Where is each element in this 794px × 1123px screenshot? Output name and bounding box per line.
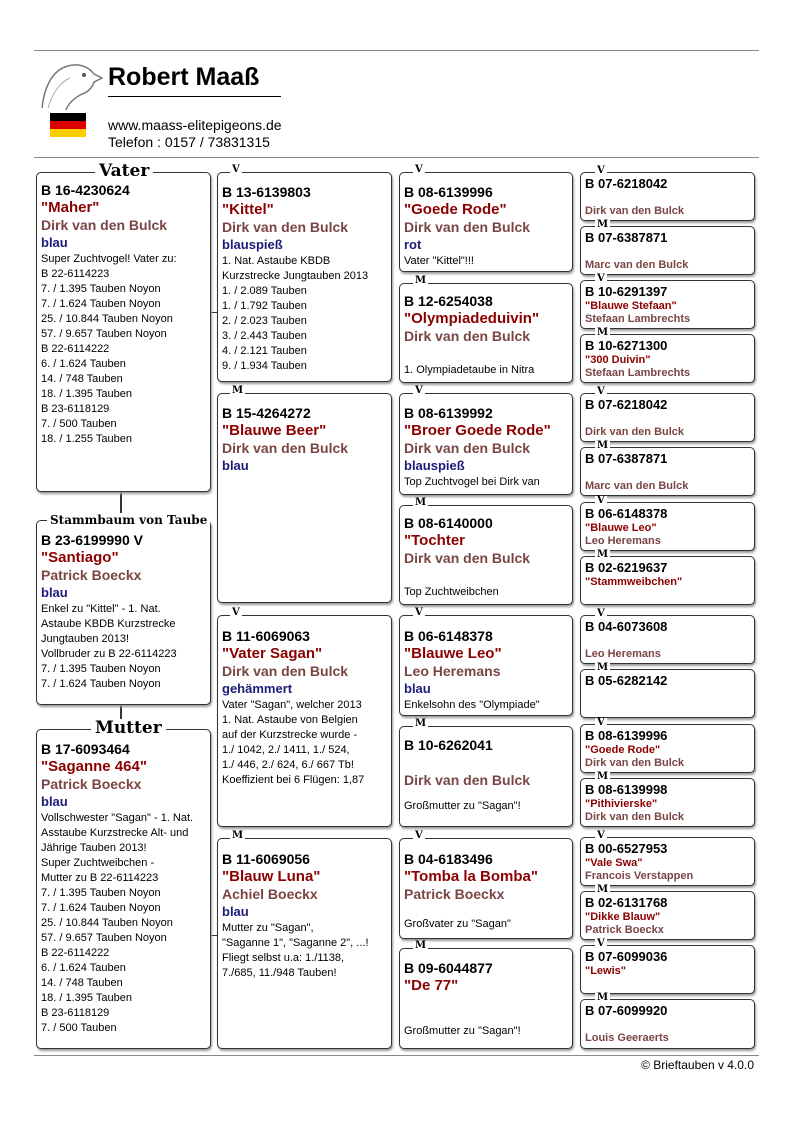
ring-number: B 07-6099036 xyxy=(585,949,668,964)
pigeon-color: blau xyxy=(222,458,249,473)
gen4-card[interactable] xyxy=(580,724,755,773)
breeder: Dirk van den Bulck xyxy=(585,757,685,769)
gen4-card[interactable] xyxy=(580,502,755,551)
breeder: Achiel Boeckx xyxy=(222,886,318,902)
gen4-card[interactable] xyxy=(580,837,755,886)
breeder: Leo Heremans xyxy=(404,663,501,679)
m-label: M xyxy=(597,549,609,560)
owner-underline xyxy=(108,96,281,97)
pigeon-name: "Goede Rode" xyxy=(404,201,507,218)
pigeon-info: Vollschwester "Sagan" - 1. Nat. Asstaube Kurzstrecke Alt- und Jährige Tauben 2013! Super Zuchtweibchen - Mutter zu B 22-6114223 7. / 1.395 Tauben Noyon 7. / 1.624 Tauben Noyon 25. / 10.844 Tauben Noyon 57. / 9.657 Tauben Noyon B 22-6114222 6. / 1.624 Tauben 14. / 748 Tauben 18. / 1.395 Tauben B 23-6118129 7. / 500 Tauben xyxy=(41,812,194,1034)
ring-number: B 08-6139996 xyxy=(585,728,668,743)
gen4-card[interactable] xyxy=(580,226,755,275)
breeder: Leo Heremans xyxy=(585,535,661,547)
gen4-card[interactable] xyxy=(580,334,755,383)
mutter-label: Mutter xyxy=(91,719,166,737)
header-rule xyxy=(34,157,759,158)
pigeon-info: Top Zuchtweibchen xyxy=(404,586,499,598)
m-label: M xyxy=(232,385,244,396)
gen3-card[interactable] xyxy=(399,393,573,495)
gen4-card[interactable] xyxy=(580,669,755,718)
pigeon-info: Großvater zu "Sagan" xyxy=(404,918,511,930)
pigeon-name: "Pithivierske" xyxy=(585,798,658,810)
pigeon-name: "Blauwe Leo" xyxy=(585,522,657,534)
gen2-card[interactable] xyxy=(217,393,392,603)
pigeon-name: "Maher" xyxy=(41,199,100,216)
breeder: Dirk van den Bulck xyxy=(404,219,531,235)
pigeon-name: "Broer Goede Rode" xyxy=(404,422,551,439)
gen3-card[interactable] xyxy=(399,948,573,1049)
ring-number: B 07-6387871 xyxy=(585,230,668,245)
footer-copyright: © Brieftauben v 4.0.0 xyxy=(641,1058,754,1072)
ring-number: B 10-6262041 xyxy=(404,737,493,753)
pigeon-name: "Blauwe Stefaan" xyxy=(585,300,677,312)
breeder: Patrick Boeckx xyxy=(404,886,505,902)
v-label: V xyxy=(597,165,605,176)
ring-number: B 00-6527953 xyxy=(585,841,668,856)
ring-number: B 13-6139803 xyxy=(222,184,311,200)
v-label: V xyxy=(597,830,605,841)
ring-number: B 06-6148378 xyxy=(585,506,668,521)
ring-number: B 02-6219637 xyxy=(585,560,668,575)
m-label: M xyxy=(415,497,427,508)
breeder: Dirk van den Bulck xyxy=(585,426,685,438)
breeder: Dirk van den Bulck xyxy=(404,550,531,566)
v-label: V xyxy=(415,164,423,175)
pigeon-name: "Vater Sagan" xyxy=(222,645,323,662)
gen4-card[interactable] xyxy=(580,615,755,664)
pigeon-info: Enkelsohn des "Olympiade" xyxy=(404,699,540,711)
gen4-card[interactable] xyxy=(580,280,755,329)
father-card[interactable] xyxy=(36,172,211,492)
pigeon-name: "Santiago" xyxy=(41,549,119,566)
gen4-card[interactable] xyxy=(580,999,755,1049)
v-label: V xyxy=(597,273,605,284)
breeder: Dirk van den Bulck xyxy=(404,328,531,344)
owner-name: Robert Maaß xyxy=(108,63,260,91)
phone: Telefon : 0157 / 73831315 xyxy=(108,134,270,150)
ring-number: B 09-6044877 xyxy=(404,960,493,976)
pigeon-info: Vater "Sagan", welcher 2013 1. Nat. Astaube von Belgien auf der Kurzstrecke wurde - 1./ 1042, 2./ 1411, 1./ 524, 1./ 446, 2./ 624, 6./ 667 Tb! Koeffizient bei 6 Flügen: 1,87 xyxy=(222,699,365,786)
pigeon-info: 1. Olympiadetaube in Nitra xyxy=(404,364,535,376)
ring-number: B 07-6218042 xyxy=(585,176,668,191)
pigeon-name: "Olympiadeduivin" xyxy=(404,310,540,327)
ring-number: B 15-4264272 xyxy=(222,405,311,421)
pigeon-name: "Saganne 464" xyxy=(41,758,147,775)
vater-label: Vater xyxy=(95,162,153,180)
v-label: V xyxy=(597,386,605,397)
breeder: Leo Heremans xyxy=(585,648,661,660)
gen2-card[interactable] xyxy=(217,615,392,827)
m-label: M xyxy=(597,219,609,230)
pigeon-color: blau xyxy=(41,585,68,600)
pigeon-color: blau xyxy=(404,681,431,696)
ring-number: B 17-6093464 xyxy=(41,741,130,757)
breeder: Marc van den Bulck xyxy=(585,480,689,492)
pigeon-name: "Blauwe Beer" xyxy=(222,422,327,439)
v-label: V xyxy=(597,608,605,619)
pigeon-info: 1. Nat. Astaube KBDB Kurzstrecke Jungtauben 2013 1. / 2.089 Tauben 1. / 1.792 Tauben 2. / 2.023 Tauben 3. / 2.443 Tauben 4. / 2.121 Tauben 9. / 1.934 Tauben xyxy=(222,255,369,372)
footer-rule xyxy=(34,1055,759,1056)
ring-number: B 08-6139996 xyxy=(404,184,493,200)
v-label: V xyxy=(415,385,423,396)
ring-number: B 10-6291397 xyxy=(585,284,668,299)
pigeon-color: blau xyxy=(41,235,68,250)
gen3-card[interactable] xyxy=(399,172,573,272)
mother-card[interactable] xyxy=(36,729,211,1049)
v-label: V xyxy=(415,830,423,841)
v-label: V xyxy=(232,164,240,175)
m-label: M xyxy=(597,662,609,673)
m-label: M xyxy=(415,940,427,951)
pigeon-info: Vater "Kittel"!!! xyxy=(404,255,474,267)
ring-number: B 23-6199990 V xyxy=(41,532,143,548)
gen2-card[interactable] xyxy=(217,172,392,382)
breeder: Patrick Boeckx xyxy=(41,567,142,583)
ring-number: B 04-6183496 xyxy=(404,851,493,867)
breeder: Stefaan Lambrechts xyxy=(585,313,691,325)
pigeon-info: Großmutter zu "Sagan"! xyxy=(404,800,521,812)
pigeon-info: Mutter zu "Sagan", "Saganne 1", "Saganne 2", ...! Fliegt selbst u.a: 1./1138, 7./685, 11./948 Tauben! xyxy=(222,922,369,979)
breeder: Dirk van den Bulck xyxy=(585,811,685,823)
pigeon-name: "300 Duivin" xyxy=(585,354,651,366)
pigeon-name: "Blauw Luna" xyxy=(222,868,321,885)
gen4-card[interactable] xyxy=(580,172,755,221)
pigeon-color: rot xyxy=(404,237,422,252)
pigeon-name: "Kittel" xyxy=(222,201,274,218)
gen4-card[interactable] xyxy=(580,891,755,940)
breeder: Dirk van den Bulck xyxy=(404,440,531,456)
ring-number: B 16-4230624 xyxy=(41,182,130,198)
breeder: Marc van den Bulck xyxy=(585,259,689,271)
pigeon-name: "De 77" xyxy=(404,977,459,994)
breeder: Stefaan Lambrechts xyxy=(585,367,691,379)
germany-flag-icon xyxy=(50,113,86,137)
gen3-card[interactable] xyxy=(399,505,573,605)
gen4-card[interactable] xyxy=(580,778,755,827)
pigeon-name: "Vale Swa" xyxy=(585,857,643,869)
gen2-card[interactable] xyxy=(217,838,392,1049)
v-label: V xyxy=(232,607,240,618)
pigeon-name: "Dikke Blauw" xyxy=(585,911,661,923)
gen4-card[interactable] xyxy=(580,945,755,994)
m-label: M xyxy=(232,830,244,841)
website[interactable]: www.maass-elitepigeons.de xyxy=(108,117,282,133)
gen3-card[interactable] xyxy=(399,838,573,939)
m-label: M xyxy=(597,327,609,338)
v-label: V xyxy=(597,495,605,506)
top-rule xyxy=(34,50,759,51)
ring-number: B 11-6069063 xyxy=(222,628,310,644)
ring-number: B 04-6073608 xyxy=(585,619,668,634)
breeder: Louis Geeraerts xyxy=(585,1032,669,1044)
ring-number: B 05-6282142 xyxy=(585,673,668,688)
pigeon-name: "Goede Rode" xyxy=(585,744,661,756)
subject-card[interactable] xyxy=(36,520,211,705)
ring-number: B 08-6139998 xyxy=(585,782,668,797)
v-label: V xyxy=(597,717,605,728)
breeder: Dirk van den Bulck xyxy=(222,663,349,679)
m-label: M xyxy=(597,884,609,895)
ring-number: B 07-6099920 xyxy=(585,1003,668,1018)
ring-number: B 11-6069056 xyxy=(222,851,310,867)
pigeon-color: blau xyxy=(222,904,249,919)
breeder: Dirk van den Bulck xyxy=(585,205,685,217)
pigeon-name: "Tomba la Bomba" xyxy=(404,868,538,885)
stammbaum-label: Stammbaum von Taube xyxy=(47,513,210,527)
pigeon-info: Enkel zu "Kittel" - 1. Nat. Astaube KBDB Kurzstrecke Jungtauben 2013! Vollbruder zu B 22-6114223 7. / 1.395 Tauben Noyon 7. / 1.624 Tauben Noyon xyxy=(41,603,177,690)
breeder: Dirk van den Bulck xyxy=(404,772,531,788)
pigeon-info: Top Zuchtvogel bei Dirk van xyxy=(404,476,540,488)
pigeon-color: gehämmert xyxy=(222,681,293,696)
ring-number: B 10-6271300 xyxy=(585,338,668,353)
pigeon-head-icon xyxy=(38,58,104,110)
v-label: V xyxy=(597,938,605,949)
breeder: Patrick Boeckx xyxy=(41,776,142,792)
gen3-card[interactable] xyxy=(399,726,573,827)
gen3-card[interactable] xyxy=(399,283,573,383)
m-label: M xyxy=(597,440,609,451)
gen4-card[interactable] xyxy=(580,447,755,496)
gen3-card[interactable] xyxy=(399,615,573,716)
breeder: Dirk van den Bulck xyxy=(222,440,349,456)
gen4-card[interactable] xyxy=(580,556,755,605)
m-label: M xyxy=(415,275,427,286)
ring-number: B 08-6139992 xyxy=(404,405,493,421)
ring-number: B 07-6387871 xyxy=(585,451,668,466)
pigeon-name: "Lewis" xyxy=(585,965,626,977)
pigeon-color: blau xyxy=(41,794,68,809)
pigeon-info: Großmutter zu "Sagan"! xyxy=(404,1025,521,1037)
m-label: M xyxy=(597,771,609,782)
ring-number: B 07-6218042 xyxy=(585,397,668,412)
ring-number: B 02-6131768 xyxy=(585,895,668,910)
m-label: M xyxy=(597,992,609,1003)
m-label: M xyxy=(415,718,427,729)
breeder: Francois Verstappen xyxy=(585,870,694,882)
breeder: Dirk van den Bulck xyxy=(41,217,168,233)
pigeon-info: Super Zuchtvogel! Vater zu: B 22-6114223 7. / 1.395 Tauben Noyon 7. / 1.624 Tauben Noyon 25. / 10.844 Tauben Noyon 57. / 9.657 Tauben Noyon B 22-6114222 6. / 1.624 Tauben 14. / 748 Tauben 18. / 1.395 Tauben B 23-6118129 7. / 500 Tauben 18. / 1.255 Tauben xyxy=(41,253,177,445)
gen4-card[interactable] xyxy=(580,393,755,442)
pigeon-color: blauspieß xyxy=(404,458,465,473)
ring-number: B 08-6140000 xyxy=(404,515,493,531)
breeder: Dirk van den Bulck xyxy=(222,219,349,235)
breeder: Patrick Boeckx xyxy=(585,924,664,936)
pigeon-name: "Stammweibchen" xyxy=(585,576,683,588)
pigeon-name: "Blauwe Leo" xyxy=(404,645,502,662)
pigeon-name: "Tochter xyxy=(404,532,466,549)
ring-number: B 06-6148378 xyxy=(404,628,493,644)
ring-number: B 12-6254038 xyxy=(404,293,493,309)
pigeon-color: blauspieß xyxy=(222,237,283,252)
v-label: V xyxy=(415,607,423,618)
